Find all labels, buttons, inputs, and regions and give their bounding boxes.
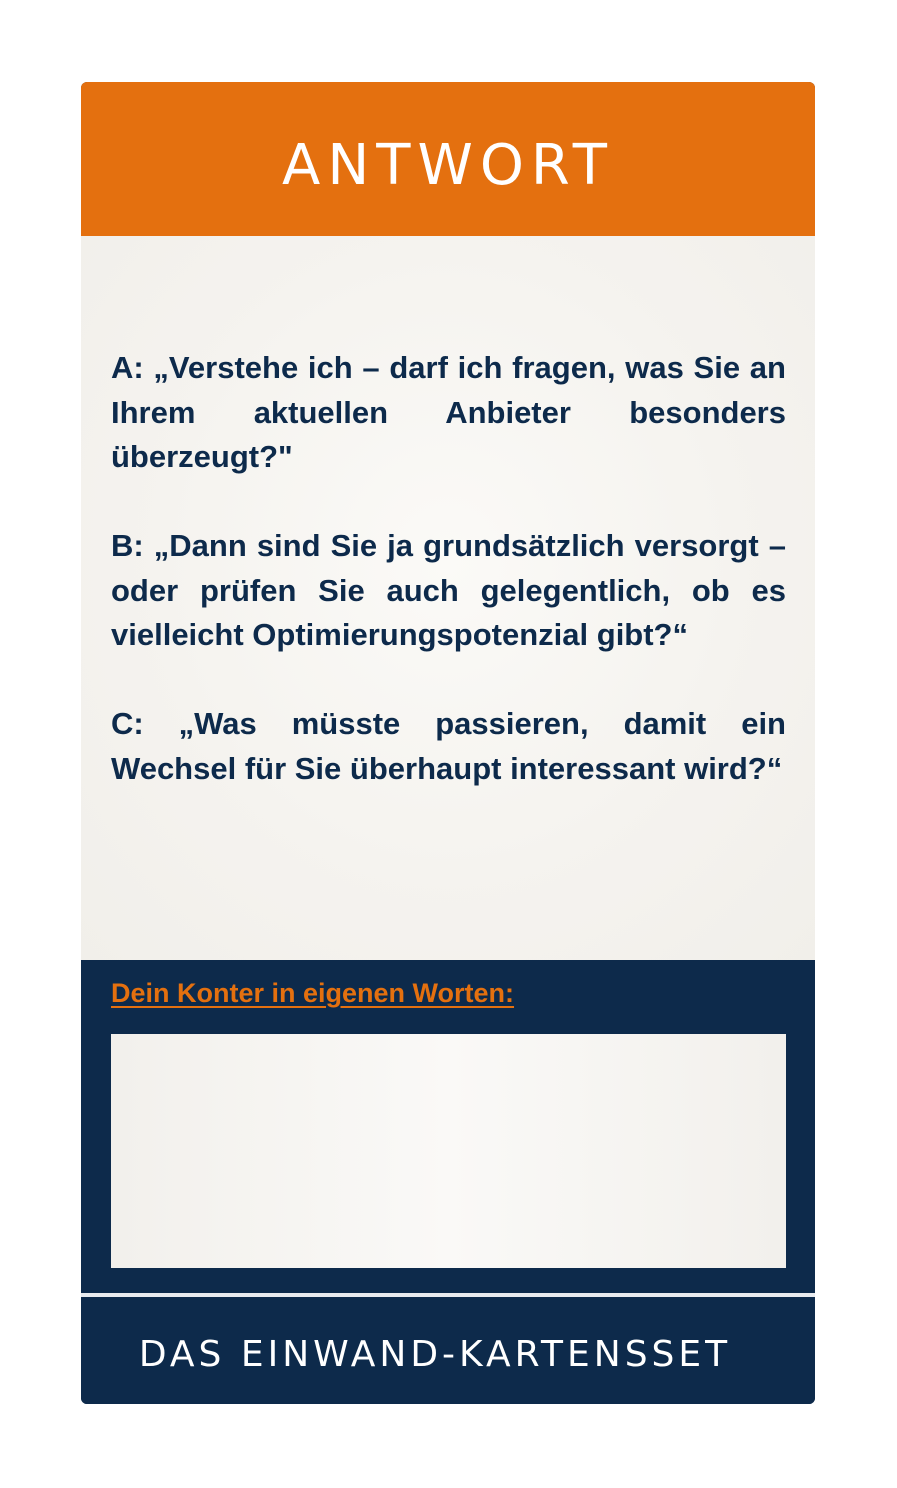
card-title: ANTWORT [282, 132, 614, 198]
answer-list [111, 346, 786, 836]
card-footer [81, 1297, 815, 1404]
konter-label: Dein Konter in eigenen Worten: [111, 978, 515, 1008]
konter-input[interactable] [111, 1034, 786, 1268]
answer-option-a: A: „Verstehe ich – darf ich fragen, was Sie an Ihrem aktuellen Anbieter besonders überzeugt?" [111, 350, 786, 474]
konter-section [81, 960, 815, 1293]
answer-card [81, 82, 815, 1404]
answer-option-b: B: „Dann sind Sie ja grundsätzlich versorgt – oder prüfen Sie auch gelegentlich, ob es vielleicht Optimierungspotenzial gibt?“ [111, 528, 786, 652]
answer-option-c: C: „Was müsste passieren, damit ein Wechsel für Sie überhaupt interessant wird?“ [111, 706, 786, 786]
footer-title: DAS EINWAND-KARTENSSET [138, 1334, 732, 1375]
card-header [81, 82, 815, 236]
answers-panel [81, 236, 815, 960]
